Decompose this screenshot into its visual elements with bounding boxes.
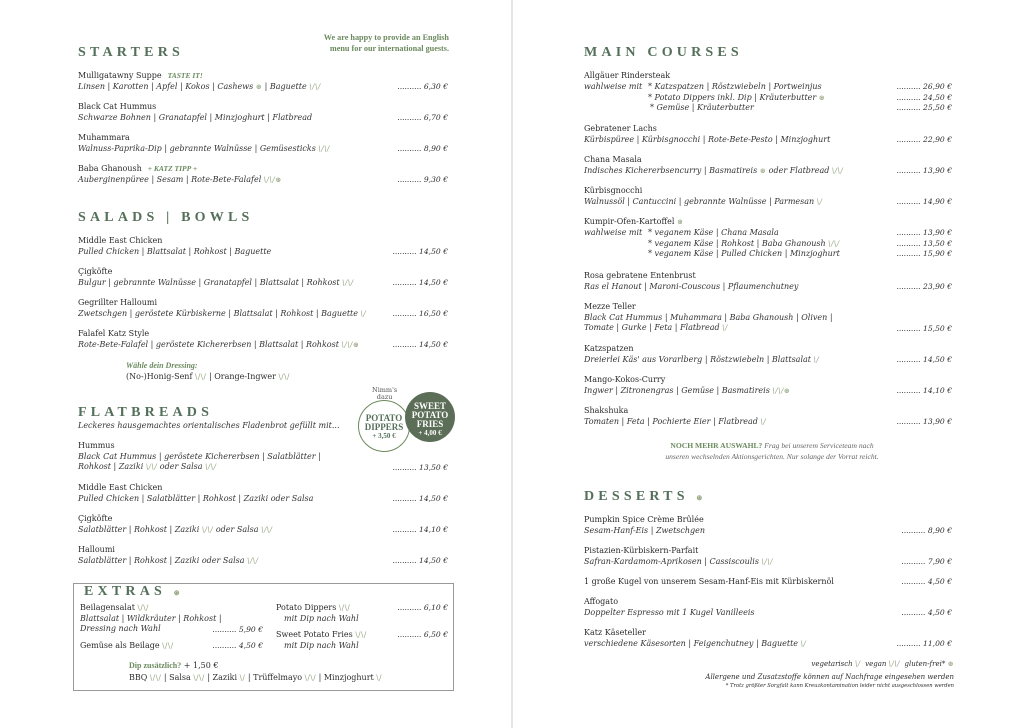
extra-beilagensalat: Beilagensalat \/\/ Blattsalat | Wildkräuter | Rohkost | Dressing nach Wahl (80, 603, 222, 633)
price: .......... 7,90 € (901, 557, 952, 566)
price: .......... 8,90 € (397, 144, 448, 153)
price: .......... 11,00 € (896, 639, 952, 648)
menu-item: Katzspatzen Dreierlei Käs' aus Vorarlberg | Röstzwiebeln | Blattsalat \/ (584, 344, 820, 364)
price: .......... 26,90 € .......... 24,50 € .......... 25,50 € (896, 82, 952, 112)
price: .......... 14,10 € (896, 386, 952, 395)
vegan-icon: \/\/⊛ (263, 175, 282, 184)
price: .......... 8,90 € (901, 526, 952, 535)
menu-item: Hummus Black Cat Hummus | geröstete Kichererbsen | Salatblätter | Rohkost | Zaziki \/\/ oder Salsa \/\/ (78, 441, 321, 471)
menu-item: Rosa gebratene Entenbrust Ras el Hanout | Maroni-Couscous | Pflaumenchutney (584, 271, 799, 291)
dip-extra: Dip zusätzlich? + 1,50 € (129, 661, 219, 670)
menu-item: Muhammara Walnuss-Paprika-Dip | gebrannte Walnüsse | Gemüsesticks \/\/ (78, 133, 330, 153)
extra-potato-dippers: Potato Dippers \/\/ mit Dip nach Wahl (276, 603, 359, 623)
dip-list: BBQ \/\/ | Salsa \/\/ | Zaziki \/ | Trüffelmayo \/\/ | Minzjoghurt \/ (129, 673, 383, 682)
english-menu-note: We are happy to provide an English menu for our international guests. (323, 33, 449, 53)
menu-item: Mango-Kokos-Curry Ingwer | Zitronengras | Gemüse | Basmatireis \/\/⊛ (584, 375, 791, 395)
menu-item: Mezze Teller Black Cat Hummus | Muhammara | Baba Ghanoush | Oliven | Tomate | Gurke | Feta | Flatbread \/ (584, 302, 833, 332)
menu-item: Chana Masala Indisches Kichererbsencurry | Basmatireis ⊛ oder Flatbread \/\/ (584, 155, 844, 175)
menu-item: Katz Käseteller verschiedene Käsesorten | Feigenchutney | Baguette \/ (584, 628, 807, 648)
section-title-flatbreads: FLATBREADS (78, 405, 214, 420)
vegan-icon: \/\/ (309, 82, 321, 91)
diet-legend: vegetarisch \/ vegan \/\/ gluten-frei* ⊛ (811, 660, 954, 668)
price: .......... 6,50 € (397, 630, 448, 639)
trace-note: * Trotz größter Sorgfalt kann Kreuzkontamination leider nicht ausgeschlossen werden (725, 683, 954, 689)
menu-item: Pistazien-Kürbiskern-Parfait Safran-Kardamom-Aprikosen | Cassiscoulis \/\/ (584, 546, 773, 566)
price: .......... 6,70 € (397, 113, 448, 122)
section-title-desserts: DESSERTS ⊛ (584, 489, 703, 504)
price: .......... 14,50 € (896, 355, 952, 364)
price: .......... 4,50 € (901, 608, 952, 617)
price: .......... 14,10 € (392, 525, 448, 534)
menu-item: Black Cat Hummus Schwarze Bohnen | Granatapfel | Minzjoghurt | Flatbread (78, 102, 313, 122)
vegan-icon: \/\/ (318, 144, 330, 153)
more-choice-note: NOCH MEHR AUSWAHL? Frag bei unserem Serviceteam nach unseren wechselnden Aktionsgerichten. Nur solange der Vorrat reicht. (665, 441, 879, 461)
price: .......... 14,50 € (392, 556, 448, 565)
menu-item: Pumpkin Spice Crème Brûlée Sesam-Hanf-Eis | Zwetschgen (584, 515, 706, 535)
menu-item: Affogato Doppelter Espresso mit 1 Kugel Vanilleeis (584, 597, 755, 617)
price: .......... 14,90 € (896, 197, 952, 206)
price: .......... 9,30 € (397, 175, 448, 184)
price: .......... 23,90 € (896, 282, 952, 291)
menu-item: Mulligatawny Suppe TASTE IT! Linsen | Karotten | Apfel | Kokos | Cashews ⊛ | Baguette \/\/ (78, 71, 321, 91)
section-title-starters: STARTERS (78, 45, 184, 60)
menu-item: Çigköfte Salatblätter | Rohkost | Zaziki \/\/ oder Salsa \/\/ (78, 514, 273, 534)
menu-item: Shakshuka Tomaten | Feta | Pochierte Eier | Flatbread \/ (584, 406, 767, 426)
extra-sweet-potato: Sweet Potato Fries \/\/ mit Dip nach Wahl (276, 630, 367, 650)
menu-item: 1 große Kugel von unserem Sesam-Hanf-Eis mit Kürbiskernöl (584, 577, 834, 586)
price: .......... 13,90 € (896, 417, 952, 426)
price: .......... 22,90 € (896, 135, 952, 144)
price: .......... 14,50 € (392, 247, 448, 256)
menu-item: Halloumi Salatblätter | Rohkost | Zaziki oder Salsa \/\/ (78, 545, 259, 565)
menu-item: Gegrillter Halloumi Zwetschgen | geröstete Kürbiskerne | Blattsalat | Rohkost | Baguette \/ (78, 298, 367, 318)
price: .......... 16,50 € (392, 309, 448, 318)
menu-options: * veganem Käse | Chana Masala * veganem Käse | Rohkost | Baba Ghanoush \/\/ * veganem Käse | Pulled Chicken | Minzjoghurt (648, 228, 840, 258)
price: .......... 13,90 € .......... 13,50 € .......... 15,90 € (896, 228, 952, 258)
potato-dippers-badge: POTATO DIPPERS + 3,50 € (358, 400, 410, 452)
menu-item: Kürbisgnocchi Walnussöl | Cantuccini | gebrannte Walnüsse | Parmesan \/ (584, 186, 823, 206)
price: .......... 6,10 € (397, 603, 448, 612)
section-title-extras: EXTRAS ⊛ (80, 584, 184, 600)
section-title-main: MAIN COURSES (584, 45, 743, 60)
dressing-choice: Wähle dein Dressing: (No-)Honig-Senf \/\/ | Orange-Ingwer \/\/ (126, 361, 290, 381)
menu-options: * Katzspatzen | Röstzwiebeln | Portweinjus * Potato Dippers inkl. Dip | Kräuterbutter ⊛ * Gemüse | Kräuterbutter (648, 82, 826, 112)
price: .......... 4,50 € (901, 577, 952, 586)
price: .......... 14,50 € (392, 494, 448, 503)
right-page (512, 0, 1024, 728)
price: .......... 13,90 € (896, 166, 952, 175)
price: .......... 15,50 € (896, 324, 952, 333)
price: .......... 5,90 € (212, 625, 263, 634)
menu-item: Middle East Chicken Pulled Chicken | Salatblätter | Rohkost | Zaziki oder Salsa (78, 483, 314, 503)
extra-gemuese: Gemüse als Beilage \/\/ (80, 641, 174, 650)
menu-item: Çigköfte Bulgur | gebrannte Walnüsse | Granatapfel | Blattsalat | Rohkost \/\/ (78, 267, 354, 287)
menu-item: Gebratener Lachs Kürbispüree | Kürbisgnocchi | Rote-Bete-Pesto | Minzjoghurt (584, 124, 831, 144)
price: .......... 6,30 € (397, 82, 448, 91)
price: .......... 4,50 € (212, 641, 263, 650)
price: .......... 14,50 € (392, 340, 448, 349)
price: .......... 14,50 € (392, 278, 448, 287)
sweet-potato-fries-badge: SWEET POTATO FRIES + 4,00 € (405, 392, 455, 442)
nimms-dazu-label: Nimm's dazu (372, 386, 398, 401)
allergen-note: Allergene und Zusatzstoffe können auf Nachfrage eingesehen werden (705, 673, 954, 681)
menu-item: Falafel Katz Style Rote-Bete-Falafel | geröstete Kichererbsen | Blattsalat | Rohkost \/\/⊛ (78, 329, 360, 349)
menu-item: Allgäuer Rindersteak wahlweise mit (584, 71, 671, 91)
section-title-salads: SALADS | BOWLS (78, 210, 254, 225)
price: .......... 13,50 € (392, 463, 448, 472)
menu-item: Middle East Chicken Pulled Chicken | Blattsalat | Rohkost | Baguette (78, 236, 272, 256)
flatbread-intro: Leckeres hausgemachtes orientalisches Fladenbrot gefüllt mit... (78, 421, 340, 430)
menu-item: Kumpir-Ofen-Kartoffel ⊛ wahlweise mit (584, 217, 684, 237)
menu-item: Baba Ghanoush + KATZ TIPP + Auberginenpüree | Sesam | Rote-Bete-Falafel \/\/⊛ (78, 164, 282, 184)
gluten-free-icon: ⊛ (255, 82, 263, 91)
